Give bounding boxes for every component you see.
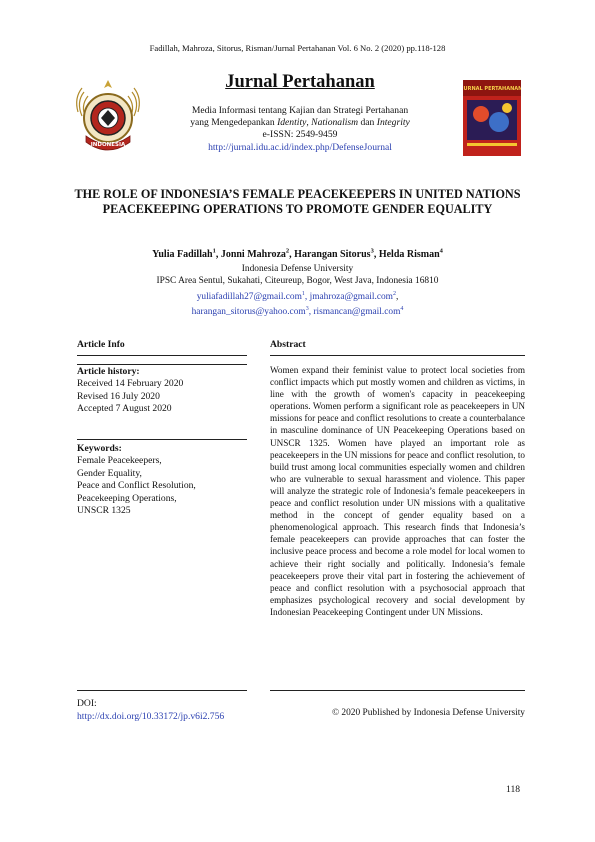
author-name: Jonni Mahroza (220, 249, 286, 261)
email-line-1 (70, 288, 525, 303)
article-history-heading: Article history: (77, 366, 140, 377)
abstract-rule (270, 355, 525, 356)
author-3 (294, 249, 379, 260)
author-1 (152, 249, 221, 260)
journal-eissn: e-ISSN: 2549-9459 (262, 129, 338, 141)
article-info-heading: Article Info (77, 339, 125, 350)
email-sep: , (304, 291, 310, 302)
doi-link[interactable]: http://dx.doi.org/10.33172/jp.v6i2.756 (77, 710, 225, 722)
affiliation-block (70, 263, 525, 318)
institution-address: IPSC Area Sentul, Sukahati, Citeureup, Bogor, West Java, Indonesia 16810 (156, 276, 439, 287)
abstract-text: Women expand their feminist value to protect local societies from conflict impacts which put mostly women and children as victims, in line with the growth of women's capacity in peacekeeping operations. Women perform a significant role as peacekeepers in UN missions for peace and conflict resolutions to create a counterbalance in masculine dominance of UN Peacekeeping Operations based on UNSCR 1325. Women have played an important role as peacekeepers in the UN missions for peace and conflict resolution, to build trust among local communities especially women and children who are vulnerable to sexual harassment and violence. This paper will analyze the strategic role of Indonesia’s female peacekeepers in peace and conflict resolution under UN missions with a qualitative method in the concept of gender equality based on a phenomenological approach. This research finds that Indonesia’s female peacekeepers can provide approaches that can foster the inclusive peace process and become a role model for local women to achieve their right socially and politically. Indonesia’s female peacekeepers prove their vital part in fostering the achievement of peace and conflict resolution with a psychosocial approach that emphasizes psychological recovery and social development by Indonesian Peacekeeping Contingent under UN Missions. (270, 365, 525, 617)
keyword: Female Peacekeepers, (77, 455, 162, 467)
institution: Indonesia Defense University (241, 264, 354, 274)
email-sup: 1 (301, 290, 305, 297)
tagline-identity: Identity (277, 117, 307, 129)
journal-tagline-2 (150, 117, 450, 129)
author-4 (379, 249, 443, 260)
author-name: Yulia Fadillah (152, 249, 213, 261)
tagline-nationalism: Nationalism (311, 117, 359, 129)
abstract-bottom-rule (270, 690, 525, 691)
email-sup: 3 (305, 306, 309, 313)
keyword: Peacekeeping Operations, (77, 492, 177, 504)
email-link-3[interactable]: harangan_sitorus@yahoo.com (191, 307, 306, 318)
journal-tagline-1: Media Informasi tentang Kajian dan Strategi Pertahanan (191, 105, 409, 116)
journal-url-link[interactable]: http://jurnal.idu.ac.id/index.php/DefenseJournal (208, 141, 392, 153)
running-header: Fadillah, Mahroza, Sitorus, Risman/Jurnal Pertahanan Vol. 6 No. 2 (2020) pp.118-128 (149, 43, 446, 53)
email-sep: , (308, 307, 314, 318)
author-sup: 2 (285, 248, 290, 255)
keywords-block (77, 443, 247, 517)
author-sup: 4 (439, 248, 443, 255)
doi-rule (77, 690, 247, 691)
journal-cover-image (463, 80, 521, 156)
email-link-1[interactable]: yuliafadillah27@gmail.com (196, 291, 302, 302)
author-list (70, 248, 525, 260)
cover-title: JURNAL PERTAHANAN (463, 86, 521, 92)
history-rule (77, 364, 247, 365)
author-name: Helda Risman (378, 249, 440, 261)
author-sep: , (215, 249, 221, 261)
accepted-date: Accepted 7 August 2020 (77, 403, 172, 415)
tagline-integrity: Integrity (376, 117, 410, 129)
copyright-notice: © 2020 Published by Indonesia Defense University (331, 708, 525, 718)
received-date: Received 14 February 2020 (77, 378, 184, 390)
author-sup: 1 (212, 248, 216, 255)
email-link-4[interactable]: rismancan@gmail.com (313, 307, 401, 318)
tagline-dan: dan (358, 117, 377, 129)
author-sup: 3 (370, 248, 374, 255)
doi-block (77, 698, 224, 723)
email-sup: 4 (400, 306, 404, 313)
university-logo (72, 76, 144, 160)
email-sup: 2 (392, 290, 396, 297)
email-link-2[interactable]: jmahroza@gmail.com (309, 291, 393, 302)
author-sep: , (289, 249, 295, 261)
author-2 (221, 249, 294, 260)
article-info-rule (77, 355, 247, 356)
journal-info (150, 105, 450, 154)
tagline-comma: , (306, 117, 312, 129)
journal-title: Jurnal Pertahanan (225, 72, 375, 92)
revised-date: Revised 16 July 2020 (77, 390, 160, 402)
keyword: Peace and Conflict Resolution, (77, 480, 196, 492)
author-sep: , (373, 249, 379, 261)
email-line-2 (70, 303, 525, 318)
logo-ribbon-text: INDONESIA (90, 142, 126, 148)
article-history (77, 366, 247, 416)
paper-title: THE ROLE OF INDONESIA’S FEMALE PEACEKEEPERS IN UNITED NATIONS PEACEKEEPING OPERATIONS TO PROMOTE GENDER EQUALITY (74, 187, 521, 217)
keyword: Gender Equality, (77, 467, 142, 479)
tagline-prefix: yang Mengedepankan (190, 117, 278, 129)
page-number: 118 (506, 784, 521, 795)
abstract-heading: Abstract (270, 339, 306, 350)
doi-label: DOI: (77, 698, 97, 709)
email-sep: , (395, 291, 399, 302)
author-name: Harangan Sitorus (294, 249, 371, 261)
keywords-heading: Keywords: (77, 443, 122, 454)
keywords-rule (77, 439, 247, 440)
keyword: UNSCR 1325 (77, 505, 131, 517)
